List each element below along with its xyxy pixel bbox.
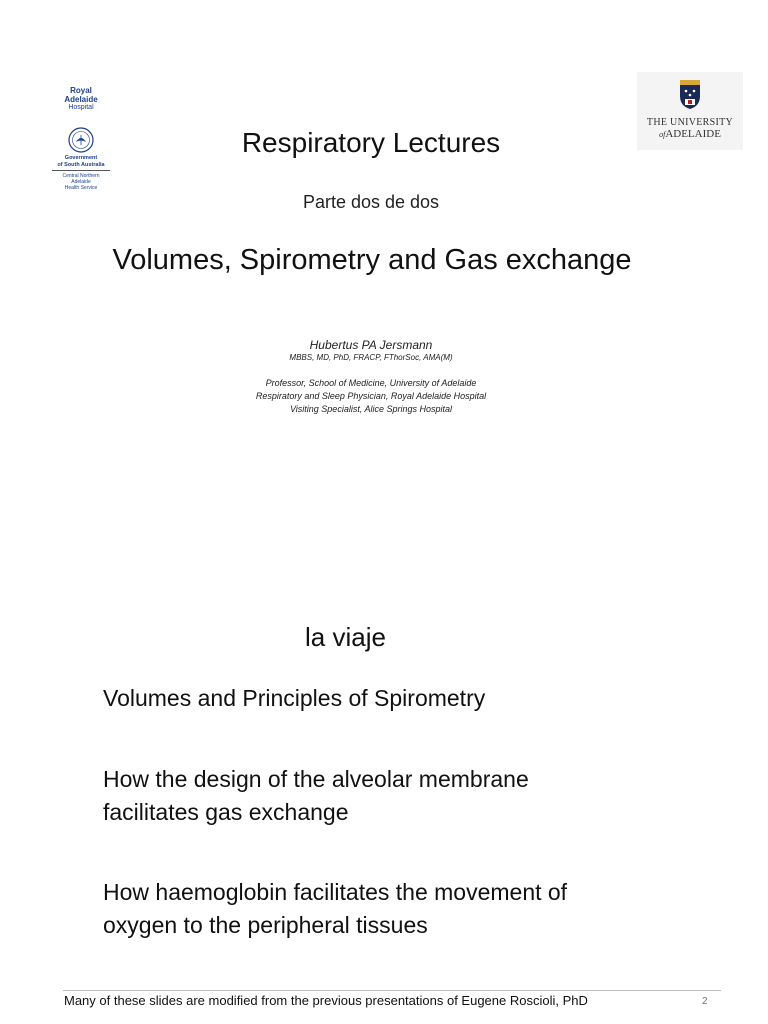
- slide-title: Respiratory Lectures: [241, 127, 501, 158]
- health-service-line2: Adelaide: [71, 179, 91, 185]
- royal-adelaide-hospital-logo: [50, 86, 112, 112]
- author-role: Professor, School of Medicine, University of Adelaide: [265, 378, 477, 388]
- author-block: [0, 337, 742, 416]
- footer-note: Many of these slides are modified from the previous presentations of Eugene Roscioli, PhD: [64, 993, 588, 1008]
- sa-government-logo: [48, 155, 114, 191]
- footer-divider: [63, 990, 721, 991]
- sa-gov-line1: Government: [64, 155, 98, 161]
- author-roles: [0, 377, 742, 416]
- lecture-title: Volumes, Spirometry and Gas exchange: [112, 244, 632, 276]
- topic-line: How haemoglobin facilitates the movement of: [103, 879, 568, 905]
- rah-logo-line3: Hospital: [68, 104, 94, 111]
- university-wordmark-of: of: [659, 130, 666, 139]
- topic-item: [103, 763, 663, 829]
- author-role: Visiting Specialist, Alice Springs Hospital: [289, 404, 453, 414]
- topic-item: [103, 876, 663, 942]
- topic-line: How the design of the alveolar membrane: [103, 766, 529, 792]
- university-wordmark-name: ADELAIDE: [665, 128, 721, 140]
- author-name: Hubertus PA Jersmann: [309, 338, 433, 352]
- topic-item: [103, 682, 663, 715]
- health-service-line1: Central Northern: [62, 173, 100, 179]
- university-wordmark-line1: THE UNIVERSITY: [646, 117, 734, 128]
- author-role: Respiratory and Sleep Physician, Royal Adelaide Hospital: [255, 391, 487, 401]
- topic-line: oxygen to the peripheral tissues: [103, 912, 428, 938]
- author-credentials: MBBS, MD, PhD, FRACP, FThorSoc, AMA(M): [289, 353, 453, 362]
- sa-gov-divider: [52, 170, 110, 171]
- rah-logo-line1: Royal: [70, 86, 92, 95]
- topic-line: Volumes and Principles of Spirometry: [103, 685, 486, 711]
- page-number: 2: [702, 996, 708, 1007]
- health-service-line3: Health Service: [64, 185, 98, 191]
- slide-subtitle: Parte dos de dos: [302, 192, 440, 212]
- sa-gov-line2: of South Australia: [57, 161, 105, 168]
- topic-line: facilitates gas exchange: [103, 799, 349, 825]
- journey-heading: la viaje: [305, 622, 386, 652]
- rah-logo-line2: Adelaide: [64, 95, 98, 104]
- university-shield-icon: [678, 78, 702, 110]
